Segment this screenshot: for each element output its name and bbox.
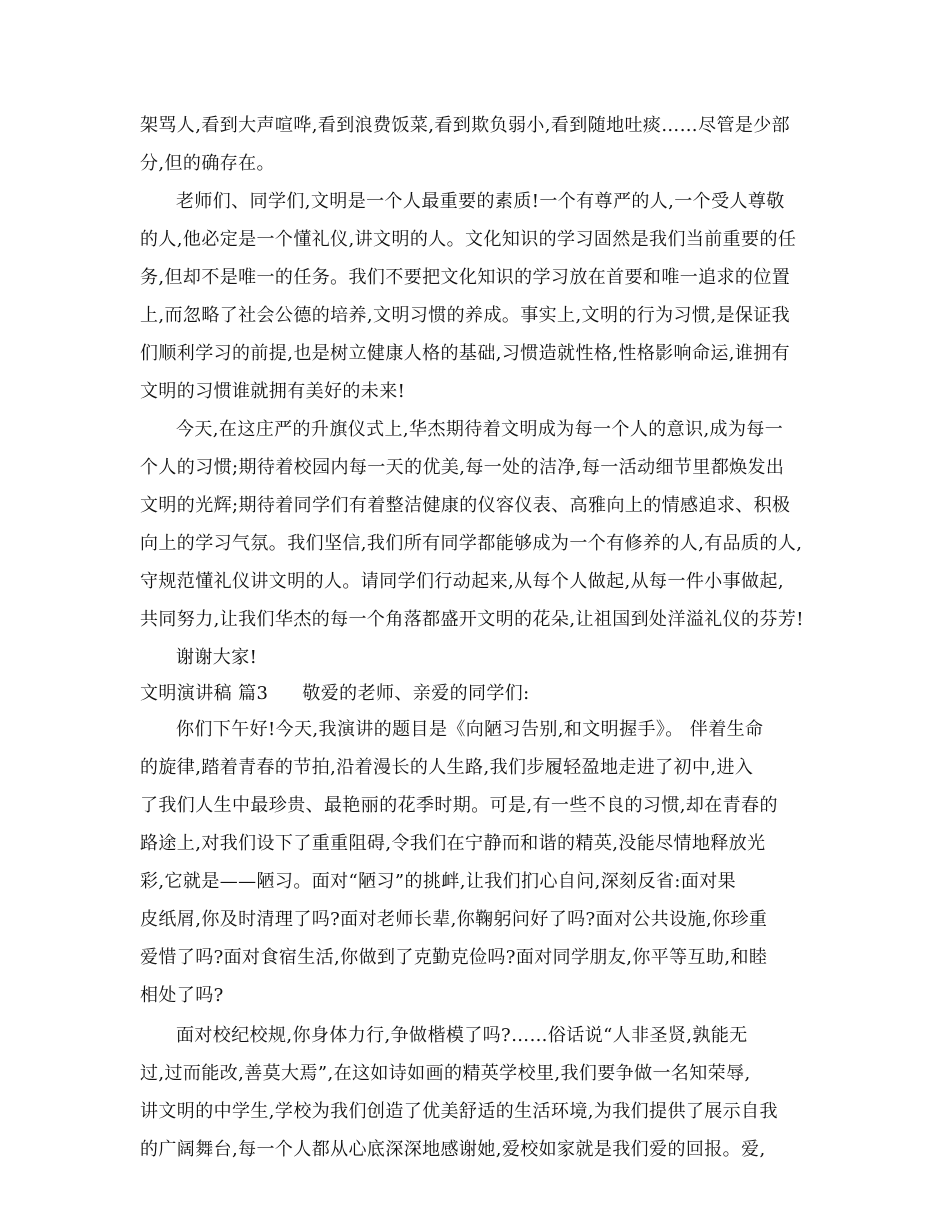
text-line: 的广阔舞台,每一个人都从心底深深地感谢她,爱校如家就是我们爱的回报。爱,: [140, 1139, 766, 1160]
text-line: 文明的习惯谁就拥有美好的未来!: [140, 381, 406, 402]
text-line: 皮纸屑,你及时清理了吗?面对老师长辈,你鞠躬问好了吗?面对公共设施,你珍重: [140, 909, 768, 930]
text-line: 向上的学习气氛。我们坚信,我们所有同学都能够成为一个有修养的人,有品质的人,: [140, 533, 803, 554]
text-line: 的旋律,踏着青春的节拍,沿着漫长的人生路,我们步履轻盈地走进了初中,进入: [140, 757, 754, 778]
paragraph-first-line: 今天,在这庄严的升旗仪式上,华杰期待着文明成为每一个人的意识,成为每一: [176, 419, 784, 440]
text-line: 分,但的确存在。: [140, 153, 275, 174]
text-line: 们顺利学习的前提,也是树立健康人格的基础,习惯造就性格,性格影响命运,谁拥有: [140, 343, 791, 364]
text-line: 共同努力,让我们华杰的每一个角落都盛开文明的花朵,让祖国到处洋溢礼仪的芬芳!: [140, 609, 804, 630]
text-line: 爱惜了吗?面对食宿生活,你做到了克勤克俭吗?面对同学朋友,你平等互助,和睦: [140, 947, 768, 968]
text-line: 彩,它就是——陋习。面对“陋习”的挑衅,让我们扪心自问,深刻反省:面对果: [140, 871, 737, 892]
salutation: 敬爱的老师、亲爱的同学们:: [302, 683, 530, 704]
section-heading: 文明演讲稿 篇3: [140, 683, 269, 704]
text-line: 过,过而能改,善莫大焉”,在这如诗如画的精英学校里,我们要争做一名知荣辱,: [140, 1063, 751, 1084]
paragraph-first-line: 你们下午好!今天,我演讲的题目是《向陋习告别,和文明握手》。 伴着生命: [176, 719, 764, 740]
paragraph-first-line: 老师们、同学们,文明是一个人最重要的素质!一个有尊严的人,一个受人尊敬: [176, 191, 785, 212]
text-line: 的人,他必定是一个懂礼仪,讲文明的人。文化知识的学习固然是我们当前重要的任: [140, 229, 797, 250]
text-line: 个人的习惯;期待着校园内每一天的优美,每一处的洁净,每一活动细节里都焕发出: [140, 457, 785, 478]
paragraph-first-line: 面对校纪校规,你身体力行,争做楷模了吗?……俗话说“人非圣贤,孰能无: [176, 1025, 748, 1046]
text-line: 路途上,对我们设下了重重阻碍,令我们在宁静而和谐的精英,没能尽情地释放光: [140, 833, 766, 854]
text-line: 架骂人,看到大声喧哗,看到浪费饭菜,看到欺负弱小,看到随地吐痰……尽管是少部: [140, 115, 791, 136]
text-line: 守规范懂礼仪讲文明的人。请同学们行动起来,从每个人做起,从每一件小事做起,: [140, 571, 784, 592]
section-heading-line: [140, 682, 530, 706]
text-line: 务,但却不是唯一的任务。我们不要把文化知识的学习放在首要和唯一追求的位置: [140, 267, 791, 288]
closing-line: 谢谢大家!: [176, 647, 258, 668]
text-line: 上,而忽略了社会公德的培养,文明习惯的养成。事实上,文明的行为习惯,是保证我: [140, 305, 791, 326]
text-line: 相处了吗?: [140, 985, 224, 1006]
text-line: 文明的光辉;期待着同学们有着整洁健康的仪容仪表、高雅向上的情感追求、积极: [140, 495, 791, 516]
text-line: 讲文明的中学生,学校为我们创造了优美舒适的生活环境,为我们提供了展示自我: [140, 1101, 778, 1122]
text-line: 了我们人生中最珍贵、最艳丽的花季时期。可是,有一些不良的习惯,却在青春的: [140, 795, 778, 816]
